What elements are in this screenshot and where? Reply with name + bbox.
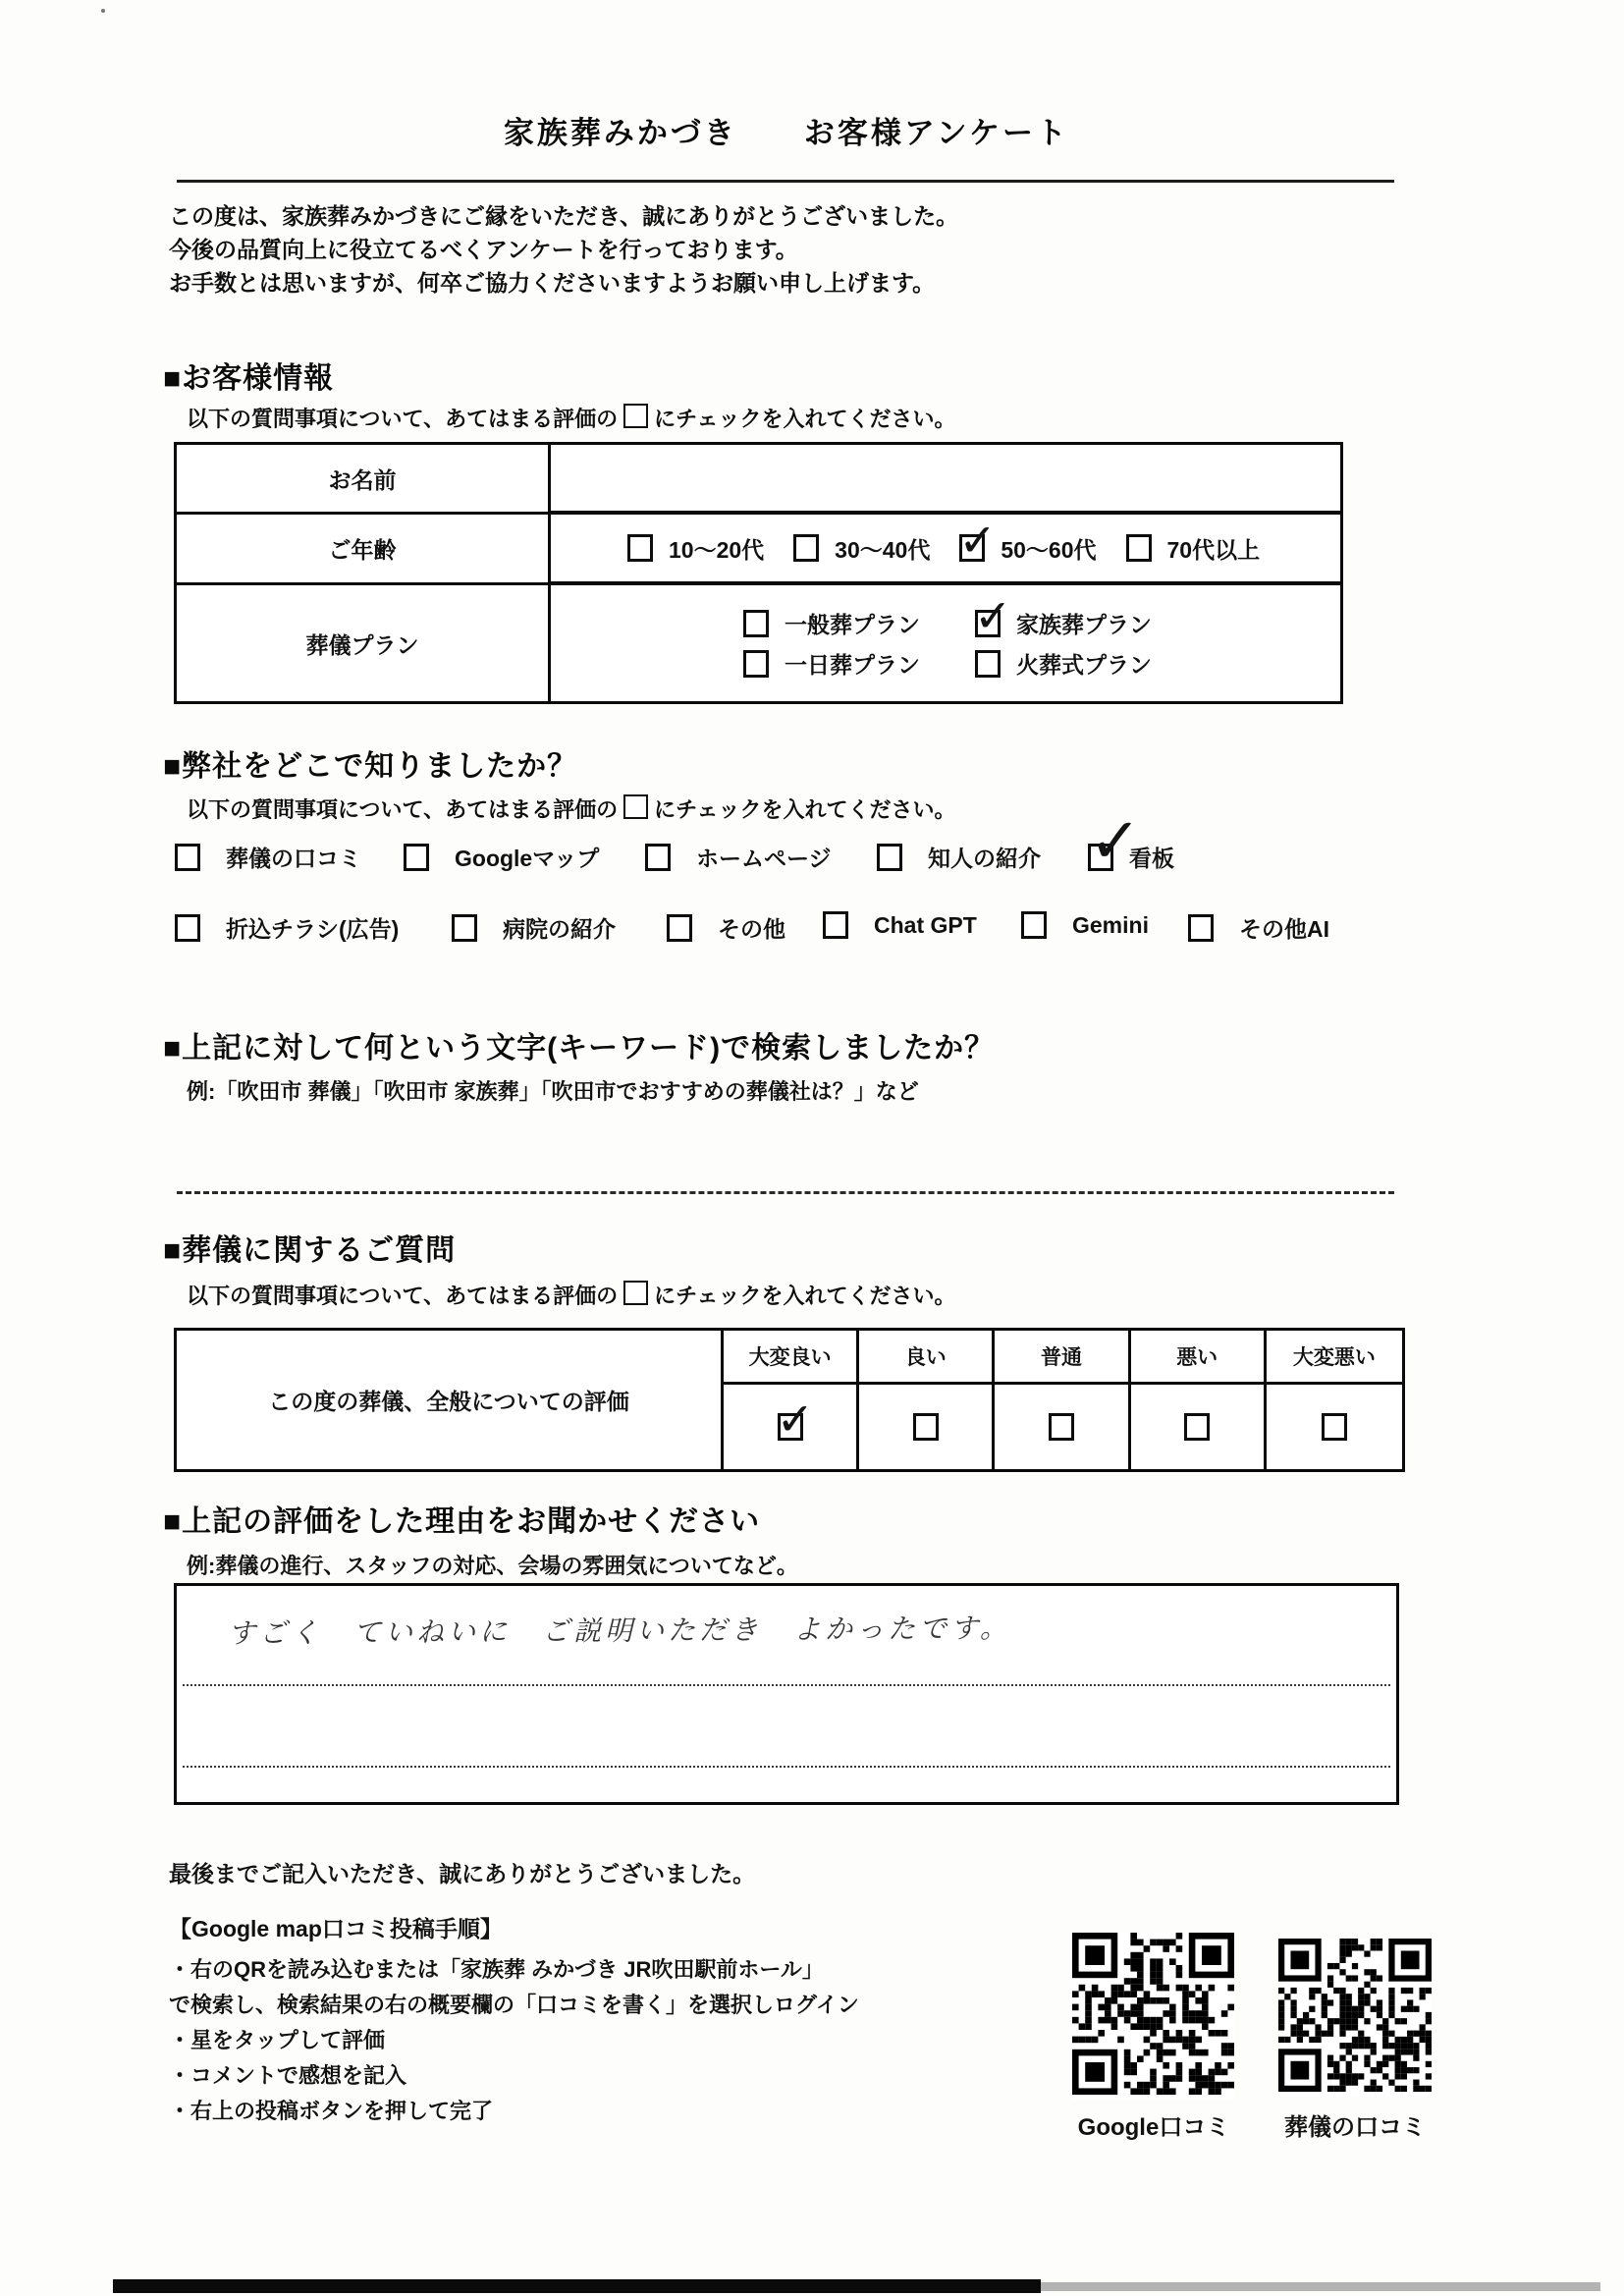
plan-options-cell (551, 585, 1340, 701)
source-checkbox-other[interactable] (667, 914, 692, 942)
rating-header-good: 良い (859, 1331, 995, 1385)
rating-cell-excellent (724, 1385, 859, 1469)
answer-line (183, 1766, 1390, 1768)
plan-option-ippan: 一般葬プラン (743, 607, 920, 639)
section-heading-source: ■弊社をどこで知りましたか？ (163, 750, 578, 783)
plan-checkbox-kazokuso[interactable] (975, 610, 1001, 637)
guide-step: ・右上の投稿ボタンを押して完了 (169, 2099, 494, 2123)
plan-option-kazokuso: ✓ 家族葬プラン (975, 607, 1152, 639)
scan-edge-bar-light (1041, 2282, 1600, 2291)
section-heading-funeral: ■葬儀に関するご質問 (163, 1234, 457, 1267)
rating-checkbox-excellent[interactable] (778, 1413, 803, 1441)
instruction-customer-info (187, 403, 955, 433)
age-option-30-40: 30〜40代 (793, 532, 930, 565)
keyword-example: 例:「吹田市 葬儀」「吹田市 家族葬」「吹田市でおすすめの葬儀社は？」など (187, 1079, 919, 1104)
handwritten-answer: すごく ていねいに ご説明いただき よかったです。 (227, 1612, 1011, 1650)
rating-header-bad: 悪い (1131, 1331, 1267, 1385)
instruction-text: にチェックを入れてください。 (654, 1284, 956, 1308)
instruction-text: 以下の質問事項について、あてはまる評価の (187, 797, 619, 822)
checkbox-glyph-icon (623, 1281, 648, 1305)
source-option-google-map: Googleマップ (404, 841, 599, 873)
instruction-text: にチェックを入れてください。 (654, 797, 956, 822)
name-input-area[interactable] (551, 445, 1340, 515)
rating-checkbox-very-bad[interactable] (1322, 1413, 1347, 1441)
age-checkbox-10-20[interactable] (627, 534, 653, 562)
source-option-flyer: 折込チラシ(広告) (175, 911, 399, 944)
instruction-text: 以下の質問事項について、あてはまる評価の (187, 407, 619, 431)
review-guide-title: 【Google map口コミ投稿手順】 (169, 1916, 503, 1941)
intro-line: お手数とは思いますが、何卒ご協力くださいますようお願い申し上げます。 (169, 270, 936, 296)
source-option-signboard: ✓ 看板 (1088, 841, 1174, 873)
intro-paragraph (169, 199, 958, 300)
plan-row-label: 葬儀プラン (177, 585, 551, 701)
rating-cell-very-bad (1267, 1385, 1402, 1469)
rating-checkbox-good[interactable] (913, 1413, 939, 1441)
reason-example: 例:葬儀の進行、スタッフの対応、会場の雰囲気についてなど。 (187, 1554, 798, 1578)
plan-checkbox-kasoshiki[interactable] (975, 650, 1001, 678)
rating-checkbox-average[interactable] (1049, 1413, 1074, 1441)
section-heading-reason: ■上記の評価をした理由をお聞かせください (163, 1505, 761, 1538)
source-option-chatgpt: Chat GPT (823, 911, 977, 939)
source-checkbox-chatgpt[interactable] (823, 911, 848, 939)
customer-info-table (174, 442, 1343, 704)
source-checkbox-flyer[interactable] (175, 914, 200, 942)
instruction-text: にチェックを入れてください。 (654, 407, 956, 431)
age-options-cell (551, 515, 1340, 585)
title-divider (177, 180, 1394, 183)
source-checkbox-homepage[interactable] (645, 844, 671, 871)
qr-code-google-review (1072, 1933, 1234, 2100)
source-options-row-1 (175, 841, 1353, 870)
section-divider (177, 1191, 1394, 1194)
closing-thanks: 最後までご記入いただき、誠にありがとうございました。 (169, 1861, 756, 1886)
age-option-10-20: 10〜20代 (627, 532, 764, 565)
guide-step: ・コメントで感想を記入 (169, 2063, 407, 2088)
source-option-hospital: 病院の紹介 (452, 911, 616, 944)
age-option-50-60: ✓ 50〜60代 (959, 532, 1096, 565)
source-checkbox-referral[interactable] (877, 844, 902, 871)
qr-label-funeral-review: 葬儀の口コミ (1284, 2114, 1426, 2141)
rating-header-average: 普通 (995, 1331, 1130, 1385)
source-options-row-2 (175, 911, 1402, 941)
source-option-other: その他 (667, 911, 785, 944)
page-title: 家族葬みかづき お客様アンケート (503, 116, 1070, 150)
rating-table (174, 1328, 1405, 1472)
rating-header-excellent: 大変良い (724, 1331, 859, 1385)
source-checkbox-funeral-review[interactable] (175, 844, 200, 871)
source-option-other-ai: その他AI (1188, 911, 1329, 944)
rating-header-very-bad: 大変悪い (1267, 1331, 1402, 1385)
qr-label-google-review: Google口コミ (1077, 2114, 1230, 2141)
age-checkbox-30-40[interactable] (793, 534, 819, 562)
source-checkbox-gemini[interactable] (1021, 911, 1047, 939)
rating-cell-good (859, 1385, 995, 1469)
rating-cell-bad (1131, 1385, 1267, 1469)
plan-checkbox-ichinichi[interactable] (743, 650, 769, 678)
guide-step: ・右のQRを読み込むまたは「家族葬 みかづき JR吹田駅前ホール」 (169, 1957, 824, 1982)
source-option-funeral-review: 葬儀の口コミ (175, 841, 361, 873)
plan-option-kasoshiki: 火葬式プラン (975, 647, 1152, 680)
source-checkbox-signboard[interactable] (1088, 844, 1113, 871)
plan-checkbox-ippan[interactable] (743, 610, 769, 637)
checkbox-glyph-icon (623, 404, 648, 428)
source-checkbox-hospital[interactable] (452, 914, 477, 942)
age-row-label: ご年齢 (177, 515, 551, 585)
answer-line (183, 1684, 1390, 1686)
intro-line: この度は、家族葬みかづきにご縁をいただき、誠にありがとうございました。 (169, 203, 959, 229)
section-heading-keyword: ■上記に対して何という文字(キーワード)で検索しましたか？ (163, 1032, 996, 1065)
source-option-homepage: ホームページ (645, 841, 832, 873)
age-checkbox-50-60[interactable] (959, 534, 985, 562)
name-row-label: お名前 (177, 445, 551, 515)
source-checkbox-google-map[interactable] (404, 844, 429, 871)
rating-cell-average (995, 1385, 1130, 1469)
rating-checkbox-bad[interactable] (1184, 1413, 1210, 1441)
section-heading-customer-info: ■お客様情報 (163, 362, 335, 395)
instruction-funeral (187, 1280, 955, 1310)
reason-answer-box[interactable] (174, 1583, 1399, 1805)
plan-option-ichinichi: 一日葬プラン (743, 647, 920, 680)
age-checkbox-70plus[interactable] (1126, 534, 1152, 562)
source-option-gemini: Gemini (1021, 911, 1149, 939)
instruction-text: 以下の質問事項について、あてはまる評価の (187, 1284, 619, 1308)
checkbox-glyph-icon (623, 794, 648, 819)
source-option-referral: 知人の紹介 (877, 841, 1041, 873)
scan-edge-bar (113, 2279, 1041, 2293)
qr-code-funeral-review (1278, 1939, 1432, 2097)
age-option-70plus: 70代以上 (1126, 532, 1261, 565)
source-checkbox-other-ai[interactable] (1188, 914, 1214, 942)
rating-question: この度の葬儀、全般についての評価 (177, 1331, 724, 1469)
intro-line: 今後の品質向上に役立てるべくアンケートを行っております。 (169, 237, 798, 262)
scan-artifact (101, 9, 105, 13)
guide-step: で検索し、検索結果の右の概要欄の「口コミを書く」を選択しログイン (169, 1993, 859, 2017)
review-guide-steps (169, 1952, 859, 2129)
instruction-source (187, 793, 955, 824)
guide-step: ・星をタップして評価 (169, 2028, 386, 2052)
